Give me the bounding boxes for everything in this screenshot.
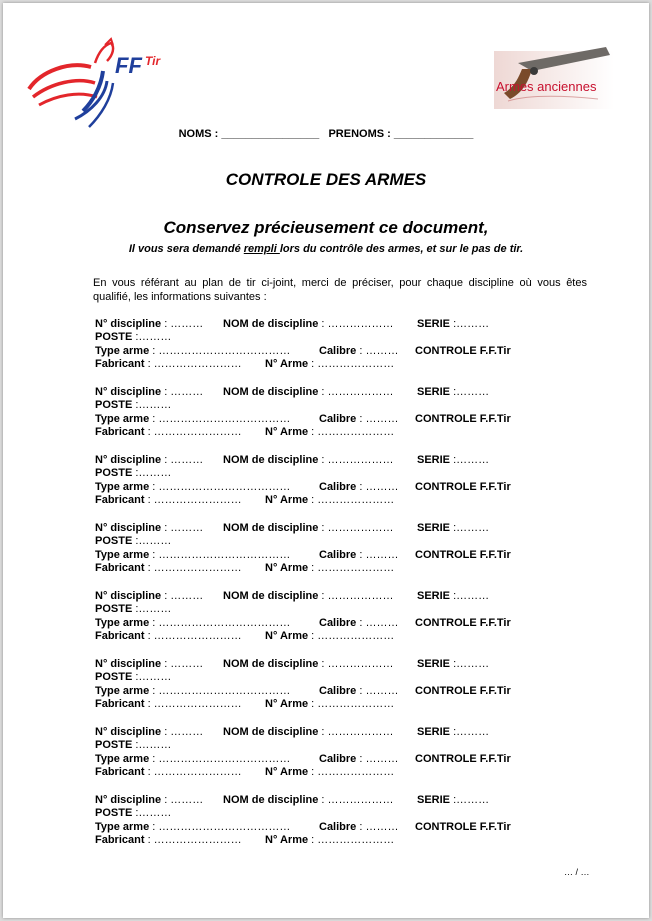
num-discipline-label: N° discipline bbox=[95, 386, 162, 398]
num-discipline-field[interactable]: : ……… bbox=[161, 590, 204, 602]
calibre-label: Calibre bbox=[319, 685, 357, 697]
type-arme-label: Type arme bbox=[95, 413, 150, 425]
num-discipline-label: N° discipline bbox=[95, 522, 162, 534]
n-arme-field[interactable]: : ………………… bbox=[308, 358, 395, 370]
type-arme-label: Type arme bbox=[95, 685, 150, 697]
calibre-label: Calibre bbox=[319, 617, 357, 629]
entry-line-4 bbox=[95, 358, 565, 371]
fabricant-label: Fabricant bbox=[95, 358, 145, 370]
fabricant-field[interactable]: : …………………… bbox=[144, 834, 242, 846]
nom-discipline-label: NOM de discipline bbox=[223, 454, 319, 466]
discipline-entry bbox=[95, 522, 565, 578]
svg-text:FF: FF bbox=[115, 53, 142, 78]
n-arme-label: N° Arme bbox=[265, 834, 309, 846]
n-arme-field[interactable]: : ………………… bbox=[308, 630, 395, 642]
poste-label: POSTE bbox=[95, 739, 133, 751]
type-arme-field[interactable]: : ……………………………… bbox=[149, 821, 291, 833]
fabricant-field[interactable]: : …………………… bbox=[144, 766, 242, 778]
prenoms-label: PRENOMS : _____________ bbox=[328, 128, 474, 140]
n-arme-label: N° Arme bbox=[265, 562, 309, 574]
num-discipline-field[interactable]: : ……… bbox=[161, 726, 204, 738]
entry-line-4 bbox=[95, 494, 565, 507]
poste-field[interactable]: :……… bbox=[132, 603, 172, 615]
serie-label: SERIE bbox=[417, 794, 451, 806]
document-title: CONTROLE DES ARMES bbox=[225, 170, 427, 189]
controle-fftir-label: CONTROLE F.F.Tir bbox=[415, 617, 511, 629]
nom-discipline-field[interactable]: : ……………… bbox=[318, 658, 394, 670]
calibre-field[interactable]: : ……… bbox=[356, 549, 399, 561]
fabricant-field[interactable]: : …………………… bbox=[144, 426, 242, 438]
n-arme-label: N° Arme bbox=[265, 358, 309, 370]
serie-label: SERIE bbox=[417, 658, 451, 670]
poste-label: POSTE bbox=[95, 331, 133, 343]
controle-fftir-label: CONTROLE F.F.Tir bbox=[415, 481, 511, 493]
entry-line-1 bbox=[95, 726, 565, 739]
type-arme-field[interactable]: : ……………………………… bbox=[149, 685, 291, 697]
entry-line-2 bbox=[95, 807, 171, 820]
nom-discipline-label: NOM de discipline bbox=[223, 658, 319, 670]
num-discipline-field[interactable]: : ……… bbox=[161, 794, 204, 806]
serie-field[interactable]: :……… bbox=[450, 590, 490, 602]
serie-field[interactable]: :……… bbox=[450, 454, 490, 466]
entry-line-2 bbox=[95, 739, 171, 752]
calibre-label: Calibre bbox=[319, 413, 357, 425]
controle-fftir-label: CONTROLE F.F.Tir bbox=[415, 413, 511, 425]
n-arme-field[interactable]: : ………………… bbox=[308, 426, 395, 438]
name-fields-line bbox=[3, 128, 649, 140]
nom-discipline-label: NOM de discipline bbox=[223, 726, 319, 738]
calibre-label: Calibre bbox=[319, 549, 357, 561]
nom-discipline-field[interactable]: : ……………… bbox=[318, 590, 394, 602]
entry-line-4 bbox=[95, 426, 565, 439]
n-arme-label: N° Arme bbox=[265, 426, 309, 438]
type-arme-field[interactable]: : ……………………………… bbox=[149, 753, 291, 765]
entry-line-2 bbox=[95, 535, 171, 548]
serie-field[interactable]: :……… bbox=[450, 658, 490, 670]
n-arme-label: N° Arme bbox=[265, 630, 309, 642]
discipline-entry bbox=[95, 726, 565, 782]
type-arme-label: Type arme bbox=[95, 481, 150, 493]
nom-discipline-field[interactable]: : ……………… bbox=[318, 318, 394, 330]
entry-line-1 bbox=[95, 794, 565, 807]
serie-field[interactable]: :……… bbox=[450, 318, 490, 330]
num-discipline-field[interactable]: : ……… bbox=[161, 658, 204, 670]
discipline-entry bbox=[95, 794, 565, 850]
calibre-field[interactable]: : ……… bbox=[356, 753, 399, 765]
poste-label: POSTE bbox=[95, 467, 133, 479]
entry-line-4 bbox=[95, 834, 565, 847]
nom-discipline-field[interactable]: : ……………… bbox=[318, 794, 394, 806]
entry-line-4 bbox=[95, 562, 565, 575]
fabricant-field[interactable]: : …………………… bbox=[144, 562, 242, 574]
type-arme-field[interactable]: : ……………………………… bbox=[149, 345, 291, 357]
nom-discipline-label: NOM de discipline bbox=[223, 318, 319, 330]
type-arme-field[interactable]: : ……………………………… bbox=[149, 549, 291, 561]
poste-field[interactable]: :……… bbox=[132, 671, 172, 683]
entry-line-1 bbox=[95, 590, 565, 603]
n-arme-label: N° Arme bbox=[265, 766, 309, 778]
serie-field[interactable]: :……… bbox=[450, 794, 490, 806]
num-discipline-label: N° discipline bbox=[95, 318, 162, 330]
document-page bbox=[3, 3, 649, 918]
n-arme-field[interactable]: : ………………… bbox=[308, 698, 395, 710]
fabricant-label: Fabricant bbox=[95, 766, 145, 778]
controle-fftir-label: CONTROLE F.F.Tir bbox=[415, 821, 511, 833]
entry-line-2 bbox=[95, 603, 171, 616]
calibre-field[interactable]: : ……… bbox=[356, 345, 399, 357]
poste-label: POSTE bbox=[95, 603, 133, 615]
n-arme-field[interactable]: : ………………… bbox=[308, 562, 395, 574]
n-arme-field[interactable]: : ………………… bbox=[308, 766, 395, 778]
serie-field[interactable]: :……… bbox=[450, 522, 490, 534]
calibre-label: Calibre bbox=[319, 821, 357, 833]
entry-line-1 bbox=[95, 658, 565, 671]
controle-fftir-label: CONTROLE F.F.Tir bbox=[415, 549, 511, 561]
noms-label: NOMS : ________________ bbox=[178, 128, 320, 140]
poste-label: POSTE bbox=[95, 671, 133, 683]
type-arme-label: Type arme bbox=[95, 753, 150, 765]
calibre-label: Calibre bbox=[319, 345, 357, 357]
calibre-field[interactable]: : ……… bbox=[356, 481, 399, 493]
num-discipline-label: N° discipline bbox=[95, 658, 162, 670]
serie-label: SERIE bbox=[417, 590, 451, 602]
serie-label: SERIE bbox=[417, 522, 451, 534]
discipline-entry bbox=[95, 658, 565, 714]
document-subtitle: Conservez précieusement ce document, bbox=[163, 218, 489, 237]
n-arme-field[interactable]: : ………………… bbox=[308, 834, 395, 846]
poste-label: POSTE bbox=[95, 807, 133, 819]
warning-after: lors du contrôle des armes, et sur le pas de tir. bbox=[279, 243, 524, 255]
fabricant-label: Fabricant bbox=[95, 562, 145, 574]
calibre-field[interactable]: : ……… bbox=[356, 413, 399, 425]
warning-underlined: rempli bbox=[243, 243, 280, 255]
nom-discipline-label: NOM de discipline bbox=[223, 522, 319, 534]
type-arme-label: Type arme bbox=[95, 617, 150, 629]
fabricant-field[interactable]: : …………………… bbox=[144, 494, 242, 506]
nom-discipline-field[interactable]: : ……………… bbox=[318, 386, 394, 398]
type-arme-label: Type arme bbox=[95, 549, 150, 561]
n-arme-field[interactable]: : ………………… bbox=[308, 494, 395, 506]
intro-paragraph: En vous référant au plan de tir ci-joint, merci de préciser, pour chaque discipline où vous êtes qualifié, les informations suivantes : bbox=[93, 277, 587, 303]
discipline-entry bbox=[95, 386, 565, 442]
num-discipline-field[interactable]: : ……… bbox=[161, 522, 204, 534]
entry-line-1 bbox=[95, 386, 565, 399]
nom-discipline-field[interactable]: : ……………… bbox=[318, 454, 394, 466]
fabricant-label: Fabricant bbox=[95, 698, 145, 710]
nom-discipline-field[interactable]: : ……………… bbox=[318, 522, 394, 534]
num-discipline-label: N° discipline bbox=[95, 726, 162, 738]
entry-line-3 bbox=[95, 753, 565, 766]
n-arme-label: N° Arme bbox=[265, 698, 309, 710]
entry-line-3 bbox=[95, 413, 565, 426]
n-arme-label: N° Arme bbox=[265, 494, 309, 506]
poste-field[interactable]: :……… bbox=[132, 467, 172, 479]
nom-discipline-field[interactable]: : ……………… bbox=[318, 726, 394, 738]
entry-line-4 bbox=[95, 698, 565, 711]
controle-fftir-label: CONTROLE F.F.Tir bbox=[415, 345, 511, 357]
entry-line-2 bbox=[95, 399, 171, 412]
calibre-field[interactable]: : ……… bbox=[356, 617, 399, 629]
calibre-field[interactable]: : ……… bbox=[356, 821, 399, 833]
type-arme-field[interactable]: : ……………………………… bbox=[149, 481, 291, 493]
fabricant-label: Fabricant bbox=[95, 426, 145, 438]
serie-field[interactable]: :……… bbox=[450, 726, 490, 738]
entry-line-1 bbox=[95, 318, 565, 331]
poste-label: POSTE bbox=[95, 535, 133, 547]
entry-line-2 bbox=[95, 467, 171, 480]
entry-line-1 bbox=[95, 522, 565, 535]
entry-line-4 bbox=[95, 630, 565, 643]
nom-discipline-label: NOM de discipline bbox=[223, 794, 319, 806]
serie-label: SERIE bbox=[417, 726, 451, 738]
entry-line-3 bbox=[95, 617, 565, 630]
fabricant-label: Fabricant bbox=[95, 834, 145, 846]
controle-fftir-label: CONTROLE F.F.Tir bbox=[415, 753, 511, 765]
fabricant-label: Fabricant bbox=[95, 630, 145, 642]
type-arme-label: Type arme bbox=[95, 345, 150, 357]
poste-label: POSTE bbox=[95, 399, 133, 411]
type-arme-label: Type arme bbox=[95, 821, 150, 833]
svg-text:Armes anciennes: Armes anciennes bbox=[496, 79, 597, 94]
serie-field[interactable]: :……… bbox=[450, 386, 490, 398]
armes-anciennes-logo bbox=[488, 41, 620, 123]
entry-line-1 bbox=[95, 454, 565, 467]
warning-text bbox=[3, 243, 649, 255]
num-discipline-label: N° discipline bbox=[95, 454, 162, 466]
num-discipline-field[interactable]: : ……… bbox=[161, 386, 204, 398]
entry-line-2 bbox=[95, 671, 171, 684]
fftir-logo bbox=[21, 31, 171, 135]
serie-label: SERIE bbox=[417, 318, 451, 330]
poste-field[interactable]: :……… bbox=[132, 807, 172, 819]
num-discipline-field[interactable]: : ……… bbox=[161, 318, 204, 330]
num-discipline-label: N° discipline bbox=[95, 794, 162, 806]
controle-fftir-label: CONTROLE F.F.Tir bbox=[415, 685, 511, 697]
calibre-label: Calibre bbox=[319, 481, 357, 493]
num-discipline-label: N° discipline bbox=[95, 590, 162, 602]
discipline-entry bbox=[95, 318, 565, 374]
entry-line-3 bbox=[95, 685, 565, 698]
type-arme-field[interactable]: : ……………………………… bbox=[149, 617, 291, 629]
serie-label: SERIE bbox=[417, 386, 451, 398]
entry-line-3 bbox=[95, 549, 565, 562]
num-discipline-field[interactable]: : ……… bbox=[161, 454, 204, 466]
fabricant-field[interactable]: : …………………… bbox=[144, 698, 242, 710]
continuation-mark: … / … bbox=[564, 867, 590, 877]
svg-text:Tir: Tir bbox=[145, 54, 161, 68]
calibre-field[interactable]: : ……… bbox=[356, 685, 399, 697]
entry-line-4 bbox=[95, 766, 565, 779]
poste-field[interactable]: :……… bbox=[132, 535, 172, 547]
calibre-label: Calibre bbox=[319, 753, 357, 765]
serie-label: SERIE bbox=[417, 454, 451, 466]
entry-line-3 bbox=[95, 821, 565, 834]
poste-field[interactable]: :……… bbox=[132, 331, 172, 343]
entry-line-3 bbox=[95, 481, 565, 494]
entry-line-3 bbox=[95, 345, 565, 358]
fabricant-label: Fabricant bbox=[95, 494, 145, 506]
poste-field[interactable]: :……… bbox=[132, 739, 172, 751]
entry-line-2 bbox=[95, 331, 171, 344]
fabricant-field[interactable]: : …………………… bbox=[144, 358, 242, 370]
fabricant-field[interactable]: : …………………… bbox=[144, 630, 242, 642]
discipline-entry bbox=[95, 454, 565, 510]
nom-discipline-label: NOM de discipline bbox=[223, 386, 319, 398]
nom-discipline-label: NOM de discipline bbox=[223, 590, 319, 602]
poste-field[interactable]: :……… bbox=[132, 399, 172, 411]
warning-before: Il vous sera demandé bbox=[128, 243, 244, 255]
discipline-entry bbox=[95, 590, 565, 646]
type-arme-field[interactable]: : ……………………………… bbox=[149, 413, 291, 425]
